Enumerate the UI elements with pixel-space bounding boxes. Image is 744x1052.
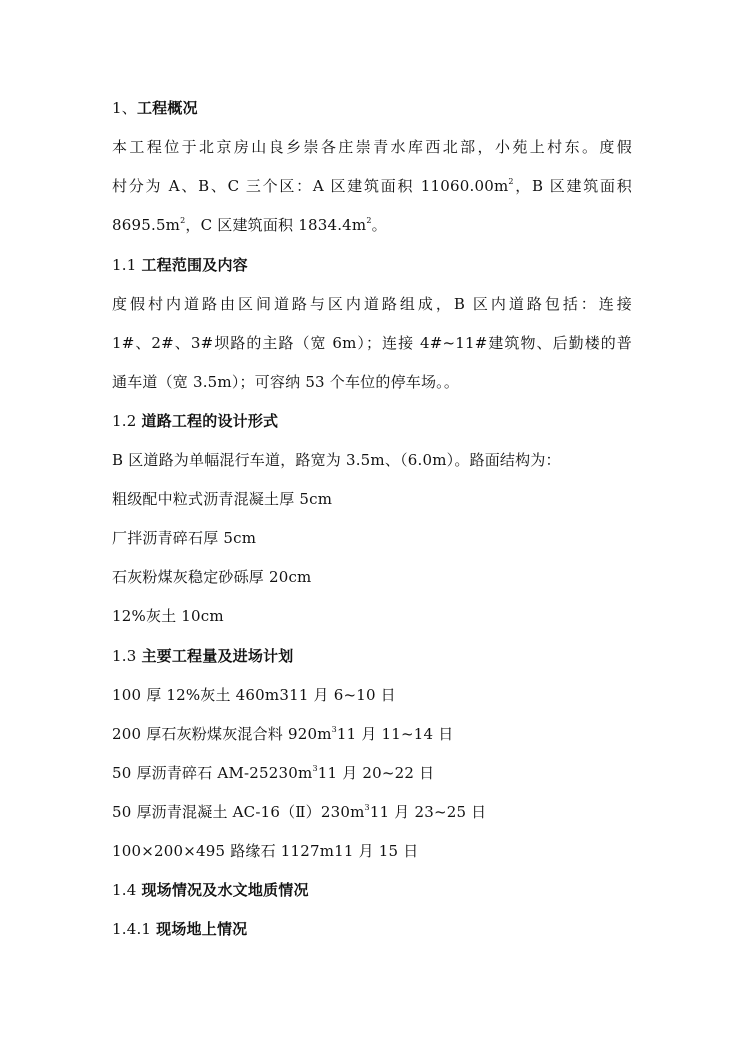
list-item: 厂拌沥青碎石厚 5cm [112, 529, 257, 547]
section-heading-1-4 [112, 880, 309, 900]
superscript: 2 [366, 216, 372, 225]
text-run: 村分为 A、B、C 三个区：A 区建筑面积 11060.00m [112, 177, 509, 195]
list-item: 石灰粉煤灰稳定砂砾厚 20cm [112, 568, 312, 586]
section-number: 1.2 [112, 412, 142, 430]
section-title: 工程范围及内容 [141, 256, 248, 274]
list-item [112, 802, 486, 822]
superscript: 2 [508, 177, 514, 186]
paragraph-line: 本工程位于北京房山良乡崇各庄崇青水库西北部，小苑上村东。度假 [112, 138, 632, 156]
section-heading-1-4-1 [112, 919, 247, 939]
section-title: 现场地上情况 [156, 920, 248, 938]
paragraph-line [112, 215, 387, 235]
paragraph-line: B 区道路为单幅混行车道，路宽为 3.5m、（6.0m）。路面结构为： [112, 451, 561, 469]
section-title: 主要工程量及进场计划 [141, 647, 294, 665]
superscript: 2 [180, 216, 186, 225]
list-item: 12%灰土 10cm [112, 607, 224, 625]
section-number: 1、 [112, 99, 137, 117]
superscript: 3 [312, 764, 318, 773]
text-run: ，B 区建筑面积 [513, 177, 632, 195]
text-run: ，C 区建筑面积 1834.4m [185, 216, 367, 234]
paragraph-line: 1#、2#、3#坝路的主路（宽 6m）；连接 4#~11#建筑物、后勤楼的普 [112, 334, 632, 352]
section-number: 1.4.1 [112, 920, 157, 938]
list-item [112, 763, 434, 783]
section-heading-1 [112, 98, 198, 118]
text-run: 11 月 20~22 日 [317, 764, 435, 782]
text-run: 50 厚沥青混凝土 AC-16（Ⅱ）230m [112, 803, 365, 821]
list-item: 100 厚 12%灰土 460m311 月 6~10 日 [112, 686, 396, 704]
text-run: 。 [371, 216, 387, 234]
superscript: 3 [364, 803, 370, 812]
section-heading-1-1 [112, 255, 248, 275]
text-run: 200 厚石灰粉煤灰混合料 920m [112, 725, 332, 743]
text-run: 11 月 23~25 日 [369, 803, 487, 821]
section-number: 1.1 [112, 256, 142, 274]
section-title: 道路工程的设计形式 [141, 412, 279, 430]
section-title: 现场情况及水文地质情况 [141, 881, 309, 899]
paragraph-line: 通车道（宽 3.5m）；可容纳 53 个车位的停车场。。 [112, 373, 460, 391]
section-title: 工程概况 [136, 99, 198, 117]
text-run: 11 月 11~14 日 [336, 725, 454, 743]
section-heading-1-2 [112, 411, 278, 431]
paragraph-line [112, 176, 632, 196]
list-item [112, 724, 453, 744]
list-item: 粗级配中粒式沥青混凝土厚 5cm [112, 490, 333, 508]
list-item: 100×200×495 路缘石 1127m11 月 15 日 [112, 842, 419, 860]
text-run: 8695.5m [112, 216, 181, 234]
superscript: 3 [331, 725, 337, 734]
section-number: 1.3 [112, 647, 142, 665]
paragraph-line: 度假村内道路由区间道路与区内道路组成，B 区内道路包括：连接 [112, 295, 632, 313]
section-number: 1.4 [112, 881, 142, 899]
text-run: 50 厚沥青碎石 AM-25230m [112, 764, 313, 782]
section-heading-1-3 [112, 646, 293, 666]
